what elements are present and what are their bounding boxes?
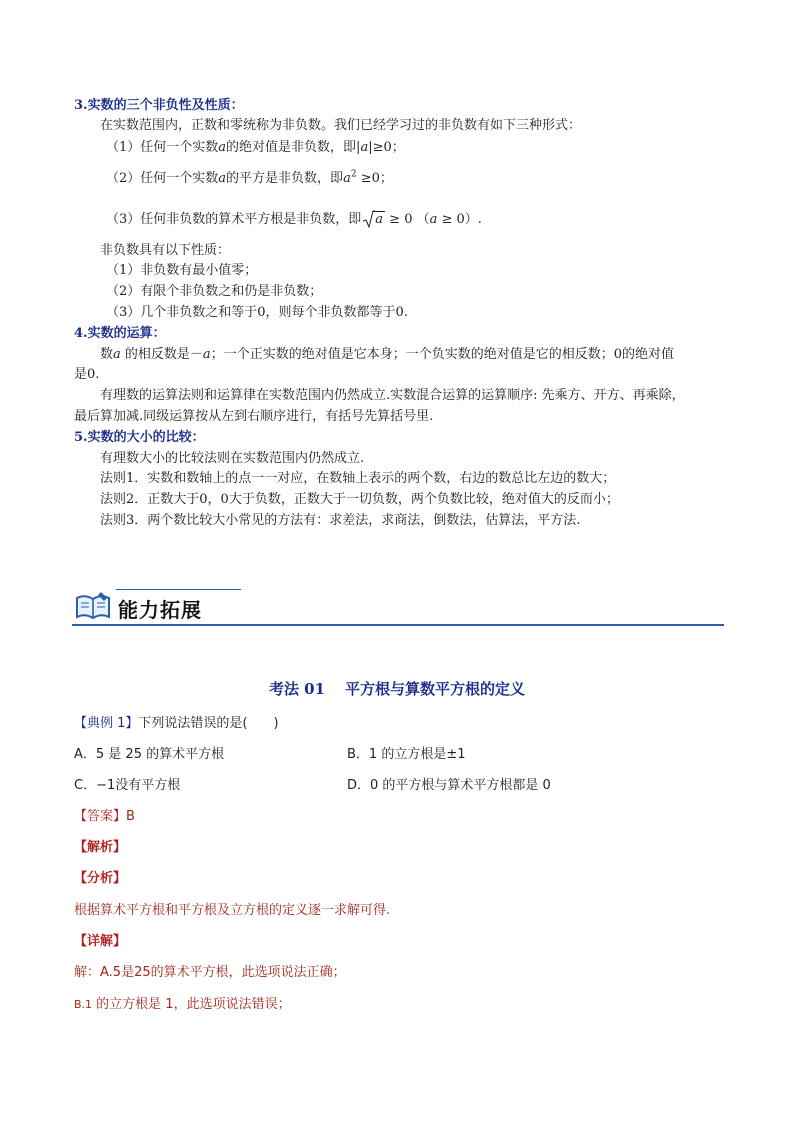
- answer-tag: 【答案】: [74, 809, 127, 824]
- section-3-intro: 在实数范围内，正数和零统称为非负数。我们已经学习过的非负数有如下三种形式：: [100, 118, 582, 133]
- analysis-tag: 【解析】: [74, 840, 127, 855]
- property-2: （2）有限个非负数之和仍是非负数；: [106, 284, 323, 299]
- option-d: D．0 的平方根与算术平方根都是 0: [347, 778, 551, 793]
- fenxi-tag: 【分析】: [74, 871, 127, 886]
- example-question: 【典例 1】下列说法错误的是( ): [74, 716, 279, 731]
- detail-line-1: 解：A.5是25的算术平方根，此选项说法正确；: [74, 965, 346, 980]
- banner-rule: [72, 624, 724, 626]
- banner-top-line: [116, 589, 241, 590]
- book-icon: [74, 590, 112, 622]
- detail-tag: 【详解】: [74, 934, 127, 949]
- section-4-heading: 4.实数的运算：: [74, 326, 166, 341]
- ability-expansion-banner: [72, 588, 724, 628]
- property-3: （3）几个非负数之和等于0，则每个非负数都等于0.: [106, 305, 408, 320]
- option-b: B．1 的立方根是±1: [347, 747, 466, 762]
- property-1: （1）非负数有最小值零；: [106, 263, 258, 278]
- rule-3: 法则3．两个数比较大小常见的方法有：求差法，求商法，倒数法，估算法，平方法.: [100, 513, 581, 528]
- banner-title: 能力拓展: [118, 598, 202, 622]
- nonneg-form-2: （2）任何一个实数a的平方是非负数，即$a^2 \ge 0$；: [106, 169, 393, 186]
- nonneg-form-3: （3）任何非负数的算术平方根是非负数，即 a ≥ 0 （a ≥ 0）.: [106, 212, 482, 227]
- detail-line-2: B.1 的立方根是 1，此选项说法错误；: [74, 997, 291, 1012]
- option-c: C．−1没有平方根: [74, 778, 181, 793]
- option-a: A．5 是 25 的算术平方根: [74, 747, 225, 762]
- section-4-line-1: 数a 的相反数是－a；一个正实数的绝对值是它本身；一个负实数的绝对值是它的相反数；0的绝对值: [100, 347, 674, 362]
- section-3-heading: 3.实数的三个非负性及性质：: [74, 98, 244, 113]
- fenxi-text: 根据算术平方根和平方根及立方根的定义逐一求解可得.: [74, 903, 391, 918]
- section-4-line-3: 有理数的运算法则和运算律在实数范围内仍然成立.实数混合运算的运算顺序: 先乘方、开方、再乘除，: [100, 388, 685, 403]
- section-4-line-2: 是0.: [74, 367, 100, 382]
- answer-value: B: [126, 809, 135, 824]
- property-intro: 非负数具有以下性质：: [100, 243, 231, 258]
- rule-1: 法则1．实数和数轴上的点一一对应，在数轴上表示的两个数，右边的数总比左边的数大；: [100, 471, 616, 486]
- rule-2: 法则2．正数大于0，0大于负数，正数大于一切负数，两个负数比较，绝对值大的反而小；: [100, 492, 619, 507]
- sqrt-symbol: a: [363, 211, 385, 229]
- method-name: 平方根与算数平方根的定义: [345, 680, 526, 698]
- method-label: 考法 01: [268, 680, 326, 698]
- example-tag: 【典例 1】: [74, 716, 139, 731]
- method-title: [0, 678, 794, 699]
- section-5-line-1: 有理数大小的比较法则在实数范围内仍然成立.: [100, 451, 365, 466]
- section-5-heading: 5.实数的大小的比较：: [74, 430, 205, 445]
- radical-icon: [363, 210, 375, 228]
- section-4-line-4: 最后算加减.同级运算按从左到右顺序进行，有括号先算括号里.: [74, 409, 434, 424]
- nonneg-form-1: （1）任何一个实数a的绝对值是非负数，即|a|≥0；: [106, 140, 405, 155]
- answer-line: [74, 808, 135, 826]
